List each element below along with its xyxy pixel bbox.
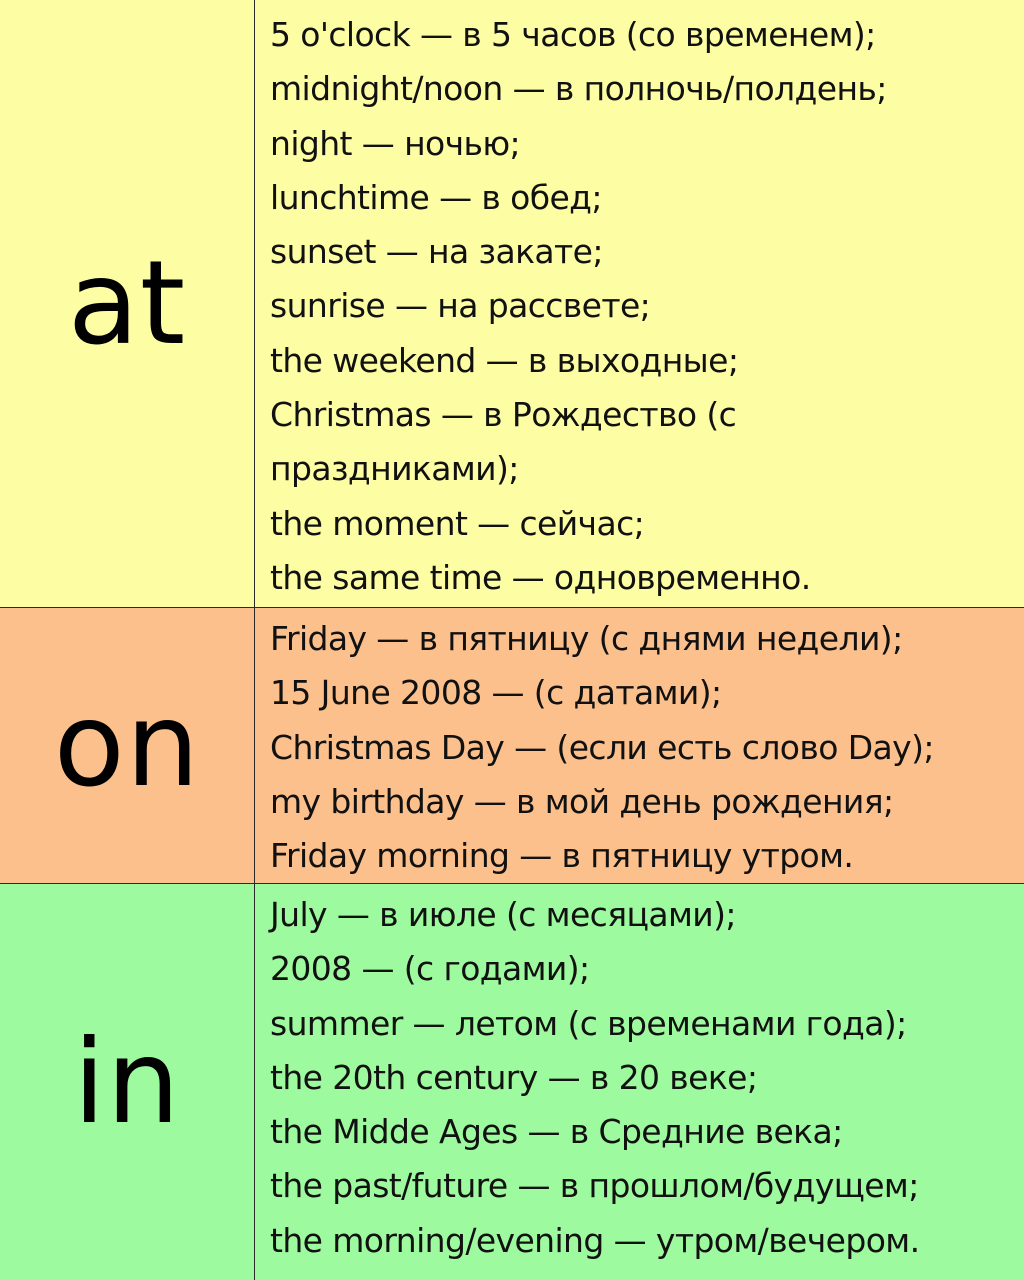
list-item: the weekend — в выходные;	[270, 340, 739, 380]
list-item: праздниками);	[270, 449, 519, 489]
list-item: the moment — сейчас;	[270, 503, 645, 543]
list-item: Christmas — в Рождество (с	[270, 395, 737, 435]
list-item: 15 June 2008 — (с датами);	[270, 673, 722, 713]
list-item: sunrise — на рассвете;	[270, 286, 651, 326]
list-item: midnight/noon — в полночь/полдень;	[270, 69, 887, 109]
list-item: Friday — в пятницу (с днями недели);	[270, 619, 903, 658]
list-item: Christmas Day — (если есть слово Day);	[270, 727, 934, 767]
section-on	[0, 608, 1024, 884]
list-item: the past/future — в прошлом/будущем;	[270, 1166, 919, 1206]
list-item: the Midde Ages — в Средние века;	[270, 1112, 843, 1152]
preposition-in: in	[0, 884, 255, 1280]
list-item: my birthday — в мой день рождения;	[270, 781, 894, 821]
in-usage-list	[255, 884, 1024, 1280]
preposition-on: on	[0, 608, 255, 883]
section-at	[0, 0, 1024, 608]
list-item: the morning/evening — утром/вечером.	[270, 1220, 920, 1260]
preposition-at: at	[0, 0, 255, 607]
list-item: lunchtime — в обед;	[270, 177, 602, 217]
list-item: sunset — на закате;	[270, 232, 603, 272]
section-in	[0, 884, 1024, 1280]
on-usage-list	[255, 608, 1024, 883]
at-usage-list	[255, 0, 1024, 607]
list-item: July — в июле (с месяцами);	[270, 895, 736, 934]
list-item: night — ночью;	[270, 123, 521, 163]
list-item: the 20th century — в 20 веке;	[270, 1057, 758, 1097]
list-item: the same time — одновременно.	[270, 557, 811, 597]
list-item: 2008 — (с годами);	[270, 949, 590, 989]
list-item: summer — летом (с временами года);	[270, 1003, 907, 1043]
list-item: Friday morning — в пятницу утром.	[270, 836, 854, 876]
list-item: 5 o'clock — в 5 часов (со временем);	[270, 15, 876, 54]
